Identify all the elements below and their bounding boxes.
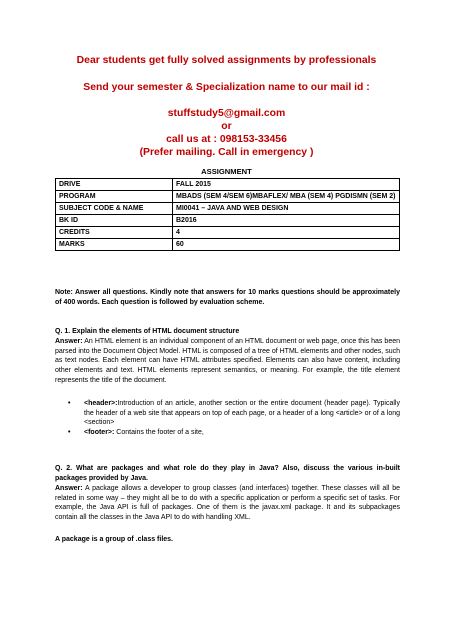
q1-answer-text: An HTML element is an individual component of an HTML document or web page, once this has been parsed into the Document Object Model. HTML is composed of a tree of HTML elements and other nodes, such as text nodes. Each element can have HTML attributes specified. Elements can also have content, including other elements and text. HTML elements represent semantics, or meaning. For example, the title element represents the title of the document. bbox=[55, 338, 400, 384]
q2-answer bbox=[55, 484, 400, 523]
table-row bbox=[56, 215, 400, 227]
note-paragraph: Note: Answer all questions. Kindly note that answers for 10 marks questions should be approximately of 400 words. Each question is followed by evaluation scheme. bbox=[55, 289, 400, 306]
bullet-icon: • bbox=[68, 429, 71, 437]
table-value: MBADS (SEM 4/SEM 6)MBAFLEX/ MBA (SEM 4) PGDISMN (SEM 2) bbox=[173, 191, 400, 203]
assignment-info-table bbox=[55, 178, 400, 251]
bullet-icon: • bbox=[68, 400, 71, 407]
phone-line: call us at : 098153-33456 bbox=[166, 134, 287, 145]
q1-question: Q. 1. Explain the elements of HTML document structure bbox=[55, 328, 240, 335]
q2-question: Q. 2. What are packages and what role do they play in Java? Also, discuss the various in-built packages provided by Java. bbox=[55, 465, 400, 482]
table-key: CREDITS bbox=[56, 227, 173, 239]
table-row bbox=[56, 227, 400, 239]
q1-answer bbox=[55, 337, 400, 386]
prefer-note: (Prefer mailing. Call in emergency ) bbox=[139, 147, 314, 158]
table-key: BK ID bbox=[56, 215, 173, 227]
bullet-text: Contains the footer of a site, bbox=[114, 429, 204, 437]
q2-closing: A package is a group of .class files. bbox=[55, 536, 174, 543]
answer-label: Answer: bbox=[55, 338, 83, 345]
promo-line-2: Send your semester & Specialization name to our mail id : bbox=[83, 82, 370, 93]
or-text: or bbox=[221, 121, 232, 132]
table-row bbox=[56, 191, 400, 203]
table-value: 4 bbox=[173, 227, 400, 239]
list-item bbox=[68, 428, 400, 438]
table-row bbox=[56, 203, 400, 215]
q2-answer-text: A package allows a developer to group classes (and interfaces) together. These classes will all be related in some way – they might all be to do with a specific application or perform a specific set of tasks. For example, the Java API is full of packages. One of them is the javax.xml package. It and its subpackages contain all the classes in the Java API to do with handling XML. bbox=[55, 485, 400, 522]
q1-bullet-list bbox=[68, 399, 400, 438]
assignment-heading: ASSIGNMENT bbox=[201, 167, 252, 176]
bullet-text: Introduction of an article, another section or the entire document (header page). Typically the header of a web site that appears on top of each page, or a header of a long <article> or of a long <section> bbox=[84, 400, 400, 427]
bullet-tag: <header>: bbox=[84, 400, 118, 407]
table-key: DRIVE bbox=[56, 179, 173, 191]
promo-line-1: Dear students get fully solved assignments by professionals bbox=[76, 55, 377, 66]
table-value: FALL 2015 bbox=[173, 179, 400, 191]
table-row bbox=[56, 179, 400, 191]
table-row bbox=[56, 239, 400, 251]
table-key: SUBJECT CODE & NAME bbox=[56, 203, 173, 215]
table-key: MARKS bbox=[56, 239, 173, 251]
table-key: PROGRAM bbox=[56, 191, 173, 203]
list-item bbox=[68, 399, 400, 428]
table-value: MI0041 – JAVA AND WEB DESIGN bbox=[173, 203, 400, 215]
email-address: stuffstudy5@gmail.com bbox=[167, 108, 286, 119]
answer-label: Answer: bbox=[55, 485, 83, 492]
bullet-tag: <footer>: bbox=[84, 429, 115, 437]
table-value: B2016 bbox=[173, 215, 400, 227]
table-value: 60 bbox=[173, 239, 400, 251]
